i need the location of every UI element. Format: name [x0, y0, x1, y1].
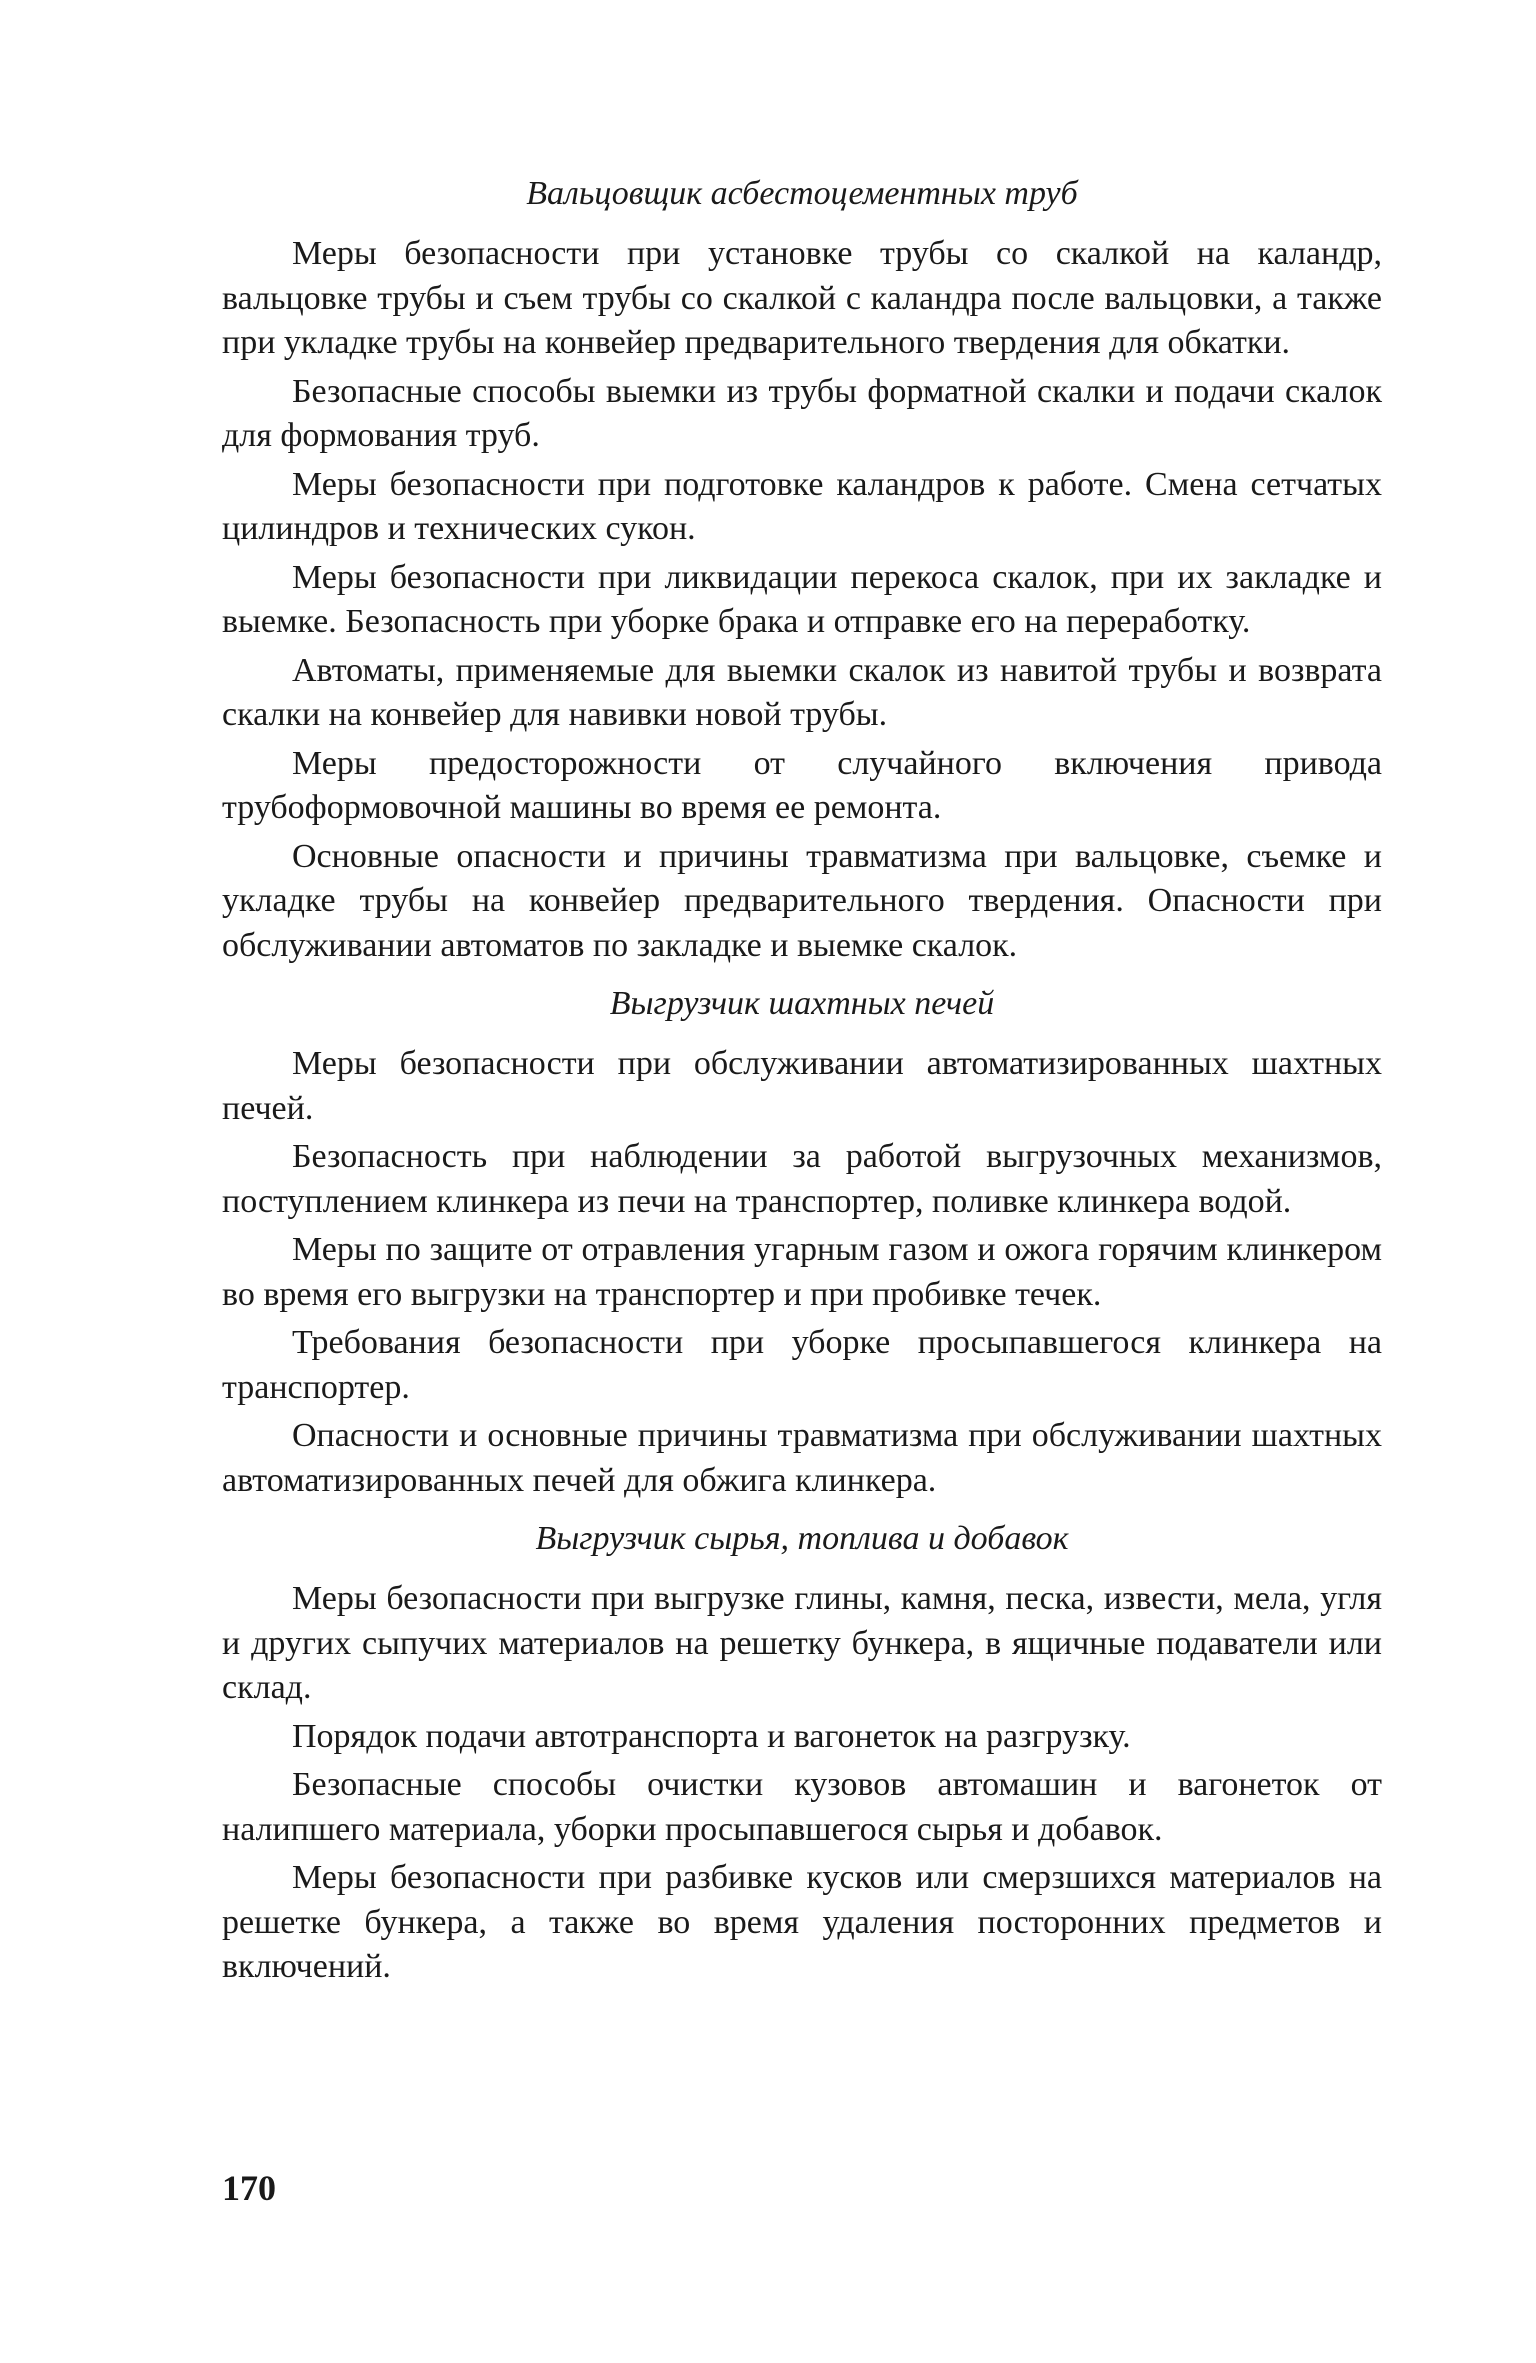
section-title-raw-materials: Выгрузчик сырья, топлива и добавок — [535, 1520, 1069, 1557]
paragraph: Автоматы, применяемые для выемки скалок из навитой трубы и возврата скалки на конвейер для навивки новой трубы. — [222, 651, 1382, 733]
paragraph: Меры безопасности при установке трубы со скалкой на каландр, вальцовке трубы и съем трубы со скалкой с каландра после вальцовки, а также при укладке трубы на конвейер предварительного твердения для обкатки. — [222, 235, 1382, 361]
paragraph: Безопасность при наблюдении за работой выгрузочных механизмов, поступлением клинкера из печи на транспортер, поливке клинкера водой. — [222, 1138, 1382, 1220]
paragraph: Безопасные способы очистки кузовов автомашин и вагонеток от налипшего материала, уборки просыпавшегося сырья и добавок. — [222, 1766, 1382, 1848]
section-title-shaft-kilns: Выгрузчик шахтных печей — [609, 985, 995, 1022]
page-number: 170 — [222, 2168, 276, 2208]
paragraph: Порядок подачи автотранспорта и вагонеток на разгрузку. — [292, 1717, 1131, 1755]
section-title-asbestos-pipes: Вальцовщик асбестоцементных труб — [526, 175, 1078, 212]
paragraph: Основные опасности и причины травматизма при вальцовке, съемке и укладке трубы на конвейер предварительного твердения. Опасности при обслуживании автоматов по закладке и выемке скалок. — [222, 837, 1382, 964]
paragraph: Меры безопасности при разбивке кусков или смерзшихся материалов на решетке бункера, а также во время удаления посторонних предметов и включений. — [222, 1859, 1382, 1985]
paragraph: Меры безопасности при выгрузке глины, камня, песка, извести, мела, угля и других сыпучих материалов на решетку бункера, в ящичные подаватели или склад. — [222, 1580, 1382, 1706]
paragraph: Меры безопасности при обслуживании автоматизированных шахтных печей. — [222, 1045, 1382, 1127]
page-body — [222, 172, 1382, 1994]
paragraph: Безопасные способы выемки из трубы форматной скалки и подачи скалок для формования труб. — [222, 372, 1382, 454]
paragraph: Меры безопасности при ликвидации перекоса скалок, при их закладке и выемке. Безопасность при уборке брака и отправке его на переработку. — [222, 558, 1382, 640]
paragraph: Опасности и основные причины травматизма при обслуживании шахтных автоматизированных печей для обжига клинкера. — [222, 1417, 1382, 1499]
paragraph: Требования безопасности при уборке просыпавшегося клинкера на транспортер. — [222, 1324, 1382, 1406]
paragraph: Меры по защите от отравления угарным газом и ожога горячим клинкером во время его выгрузки на транспортер и при пробивке течек. — [222, 1231, 1382, 1313]
paragraph: Меры безопасности при подготовке каландров к работе. Смена сетчатых цилиндров и технических сукон. — [222, 465, 1382, 547]
paragraph: Меры предосторожности от случайного включения привода трубоформовочной машины во время ее ремонта. — [222, 744, 1382, 826]
